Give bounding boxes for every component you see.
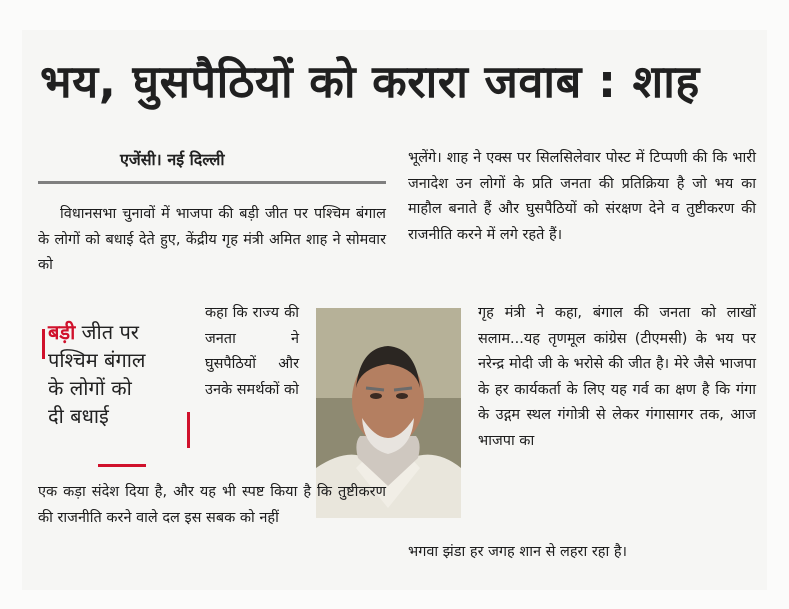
pullquote-line-3: के लोगों को — [48, 376, 132, 400]
left-column — [38, 202, 386, 279]
right-paragraph: भूलेंगे। शाह ने एक्स पर सिलसिलेवार पोस्ट में टिप्पणी की कि भारी जनादेश उन लोगों के प्रति जनता की प्रतिक्रिया है जो भय का माहौल बनाते हैं और घुसपैठियों को संरक्षण देने व तुष्टीकरण की राजनीति करने में लगे रहते हैं। — [408, 150, 756, 243]
pullquote-line-1-rest: जीत पर — [75, 320, 139, 344]
right-narrow-text: गृह मंत्री ने कहा, बंगाल की जनता को लाखों सलाम...यह तृणमूल कांग्रेस (टीएमसी) के भय पर नरेन्द्र मोदी जी के भरोसे की जीत है। मेरे जैसे भाजपा के हर कार्यकर्ता के लिए यह गर्व का क्षण है कि गंगा के उद्गम स्थल गंगोत्री से लेकर गंगासागर तक, आज भाजपा का — [478, 305, 756, 449]
right-tail-text: भगवा झंडा हर जगह शान से लहरा रहा है। — [408, 544, 628, 560]
pullquote-line-2: पश्चिम बंगाल — [48, 348, 146, 372]
headline: भय, घुसपैठियों को करारा जवाब : शाह — [40, 55, 700, 108]
pullquote-line-1 — [48, 318, 190, 346]
pullquote-side-bar — [187, 412, 190, 448]
pullquote-accent-bar — [42, 329, 45, 359]
left-narrow-text: कहा कि राज्य की जनता ने घुसपैठियों और उनके समर्थकों को — [205, 305, 299, 398]
right-column — [408, 146, 756, 248]
left-paragraph: विधानसभा चुनावों में भाजपा की बड़ी जीत पर पश्चिम बंगाल के लोगों को बधाई देते हुए, केंद्रीय गृह मंत्री अमित शाह ने सोमवार को — [38, 206, 386, 273]
dateline: एजेंसी। नई दिल्ली — [120, 150, 225, 169]
pullquote-accent-word: बड़ी — [48, 320, 76, 344]
left-tail-text: एक कड़ा संदेश दिया है, और यह भी स्पष्ट किया है कि तुष्टीकरण की राजनीति करने वाले दल इस सबक को नहीं — [38, 484, 386, 526]
pullquote-underline — [98, 464, 146, 467]
pullquote-line-4: दी बधाई — [48, 404, 109, 428]
pullquote — [48, 318, 190, 430]
dateline-rule — [38, 181, 386, 184]
